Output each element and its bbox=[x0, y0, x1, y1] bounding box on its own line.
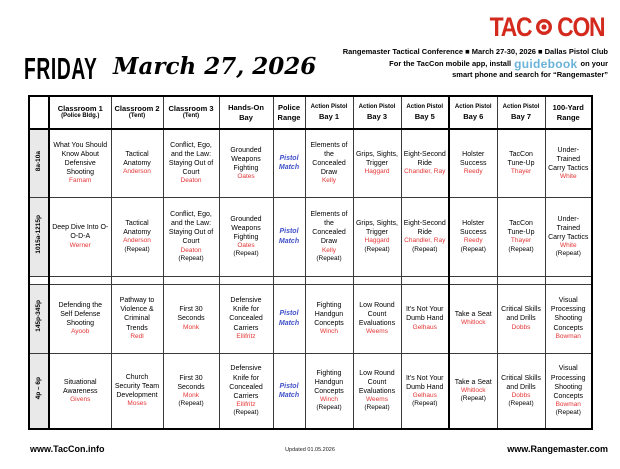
session-cell bbox=[305, 284, 353, 353]
app-line1-prefix: For the TacCon mobile app, install bbox=[389, 59, 512, 68]
session-cell bbox=[49, 353, 111, 429]
session-cell bbox=[401, 284, 449, 353]
session-title: Eight-Second Ride bbox=[403, 151, 446, 168]
time-cell bbox=[29, 284, 49, 353]
instructor-name: Oates bbox=[237, 242, 255, 250]
column-title-bottom: Bay 3 bbox=[366, 111, 387, 121]
instructor-name: Whitlock bbox=[460, 318, 486, 326]
column-title-top: Hands-On bbox=[228, 103, 264, 113]
column-title-bottom: (Tent) bbox=[128, 113, 146, 120]
column-header-5 bbox=[273, 96, 305, 129]
instructor-name: Thayer bbox=[510, 237, 532, 245]
column-title-bottom: Bay 5 bbox=[414, 111, 435, 121]
session-cell bbox=[497, 197, 545, 276]
session-cell bbox=[545, 353, 592, 429]
column-title-top: Action Pistol bbox=[310, 104, 348, 111]
spacer-cell bbox=[273, 276, 305, 284]
column-header-8 bbox=[401, 96, 449, 129]
session-title: Tactical Anatomy bbox=[123, 220, 151, 237]
column-title-top: Classroom 3 bbox=[168, 104, 214, 114]
column-title-bottom: Range bbox=[277, 112, 301, 122]
repeat-label: (Repeat) bbox=[233, 408, 259, 416]
instructor-name: Haggard bbox=[364, 237, 390, 245]
column-title-top: 100-Yard bbox=[552, 103, 584, 113]
session-title: Situational Awareness bbox=[62, 378, 98, 395]
session-cell bbox=[305, 353, 353, 429]
app-line1-suffix: on your bbox=[580, 59, 608, 68]
session-title: Deep Dive Into O-O-D-A bbox=[52, 224, 109, 241]
repeat-label: (Repeat) bbox=[412, 399, 438, 407]
column-header-10 bbox=[497, 96, 545, 129]
repeat-label: (Repeat) bbox=[178, 399, 204, 407]
spacer-time-cell bbox=[29, 276, 49, 284]
session-title: Holster Success bbox=[460, 220, 487, 237]
taccon-logo bbox=[486, 13, 609, 41]
footer bbox=[0, 444, 620, 460]
session-cell bbox=[401, 129, 449, 197]
corner-cell bbox=[29, 96, 49, 129]
instructor-name: Farnam bbox=[69, 177, 92, 185]
taccon-link[interactable]: www.TacCon.info bbox=[30, 444, 105, 454]
session-title: Grounded Weapons Fighting bbox=[230, 215, 262, 241]
session-cell bbox=[353, 284, 401, 353]
session-title: Conflict, Ego, and the Law: Staying Out of Court bbox=[168, 211, 214, 246]
session-cell bbox=[163, 353, 219, 429]
repeat-label: (Repeat) bbox=[508, 245, 534, 253]
column-title-bottom: Bay 1 bbox=[318, 111, 339, 121]
match-label: Pistol Match bbox=[278, 155, 300, 172]
time-label: 1015a-1215p bbox=[34, 214, 42, 254]
session-cell bbox=[497, 353, 545, 429]
scope-target-icon bbox=[536, 19, 552, 35]
session-title: Fighting Handgun Concepts bbox=[314, 369, 344, 396]
session-cell bbox=[497, 129, 545, 197]
time-cell bbox=[29, 353, 49, 429]
column-title-bottom: Range bbox=[556, 112, 580, 122]
column-header-11 bbox=[545, 96, 592, 129]
column-header-3 bbox=[163, 96, 219, 129]
repeat-label: (Repeat) bbox=[508, 399, 534, 407]
session-cell bbox=[545, 284, 592, 353]
column-header-7 bbox=[353, 96, 401, 129]
pistol-match-cell bbox=[273, 197, 305, 276]
session-cell bbox=[401, 197, 449, 276]
instructor-name: Redl bbox=[130, 332, 144, 340]
session-cell bbox=[449, 197, 497, 276]
column-title-bottom: (Tent) bbox=[182, 113, 200, 120]
instructor-name: Bowman bbox=[555, 400, 581, 408]
instructor-name: Givens bbox=[70, 395, 91, 403]
spacer-cell bbox=[545, 276, 592, 284]
session-title: First 30 Seconds bbox=[177, 306, 205, 323]
instructor-name: Weems bbox=[366, 328, 388, 336]
session-title: Grounded Weapons Fighting bbox=[230, 146, 262, 172]
column-title-bottom: (Police Bldg.) bbox=[61, 113, 100, 120]
session-title: Critical Skills and Drills bbox=[501, 306, 541, 323]
time-cell bbox=[29, 197, 49, 276]
session-title: Under-Trained Carry Tactics bbox=[548, 215, 589, 241]
spacer-cell bbox=[49, 276, 111, 284]
instructor-name: Ellifritz bbox=[236, 332, 256, 340]
day-title: FRIDAY bbox=[24, 51, 98, 86]
column-header-2 bbox=[111, 96, 163, 129]
instructor-name: Anderson bbox=[123, 168, 151, 176]
spacer-cell bbox=[353, 276, 401, 284]
instructor-name: Gelhaus bbox=[412, 391, 437, 399]
session-cell bbox=[305, 197, 353, 276]
session-title: First 30 Seconds bbox=[177, 374, 205, 391]
column-title-bottom: Bay 7 bbox=[510, 111, 531, 121]
match-label: Pistol Match bbox=[278, 228, 300, 245]
instructor-name: Reedy bbox=[463, 168, 483, 176]
session-title: Elements of the Concealed Draw bbox=[310, 142, 348, 177]
session-cell bbox=[49, 197, 111, 276]
spacer-cell bbox=[497, 276, 545, 284]
repeat-label: (Repeat) bbox=[555, 408, 581, 416]
instructor-name: Winch bbox=[319, 396, 339, 404]
session-cell bbox=[353, 197, 401, 276]
session-cell bbox=[49, 284, 111, 353]
instructor-name: White bbox=[559, 242, 577, 250]
column-title-top: Classroom 1 bbox=[57, 104, 103, 114]
session-cell bbox=[219, 353, 273, 429]
instructor-name: Bowman bbox=[555, 332, 581, 340]
session-title: Take a Seat bbox=[454, 310, 492, 318]
instructor-name: Werner bbox=[69, 241, 91, 249]
column-title-top: Action Pistol bbox=[454, 104, 492, 111]
session-cell bbox=[353, 353, 401, 429]
instructor-name: Monk bbox=[183, 323, 199, 331]
repeat-label: (Repeat) bbox=[178, 254, 204, 262]
instructor-name: Ayoob bbox=[71, 328, 90, 336]
session-title: Eight-Second Ride bbox=[403, 220, 446, 237]
spacer-cell bbox=[401, 276, 449, 284]
repeat-label: (Repeat) bbox=[460, 245, 486, 253]
session-cell bbox=[111, 129, 163, 197]
session-title: Grips, Sights, Trigger bbox=[355, 151, 398, 168]
session-cell bbox=[49, 129, 111, 197]
logo-tac-text: TAC bbox=[489, 11, 531, 42]
repeat-label: (Repeat) bbox=[233, 250, 259, 258]
column-header-1 bbox=[49, 96, 111, 129]
session-cell bbox=[219, 129, 273, 197]
instructor-name: Kelly bbox=[321, 177, 337, 185]
session-title: Under-Trained Carry Tactics bbox=[548, 146, 589, 172]
column-header-9 bbox=[449, 96, 497, 129]
session-title: Visual Processing Shooting Concepts bbox=[550, 365, 586, 400]
session-cell bbox=[219, 284, 273, 353]
session-cell bbox=[497, 284, 545, 353]
column-title-bottom: Bay 6 bbox=[463, 111, 484, 121]
instructor-name: Chandler, Ray bbox=[404, 237, 446, 245]
repeat-label: (Repeat) bbox=[364, 404, 390, 412]
repeat-label: (Repeat) bbox=[316, 254, 342, 262]
session-cell bbox=[163, 284, 219, 353]
column-title-top: Police bbox=[277, 103, 301, 113]
session-cell bbox=[305, 129, 353, 197]
conference-tagline: Rangemaster Tactical Conference ■ March 27-30, 2026 ■ Dallas Pistol Club bbox=[342, 47, 608, 56]
spacer-cell bbox=[163, 276, 219, 284]
instructor-name: Dobbs bbox=[511, 323, 531, 331]
spacer-cell bbox=[449, 276, 497, 284]
session-title: Defensive Knife for Concealed Carriers bbox=[229, 365, 263, 400]
session-title: Grips, Sights, Trigger bbox=[355, 220, 398, 237]
time-cell bbox=[29, 129, 49, 197]
app-instruction-line2: smart phone and search for “Rangemaster” bbox=[452, 70, 608, 79]
session-cell bbox=[353, 129, 401, 197]
guidebook-wordmark: guidebook bbox=[514, 56, 578, 71]
spacer-cell bbox=[111, 276, 163, 284]
session-title: Low Round Count Evaluations bbox=[358, 301, 396, 327]
logo-con-text: CON bbox=[556, 11, 604, 42]
session-cell bbox=[449, 353, 497, 429]
session-title: TacCon Tune-Up bbox=[507, 151, 535, 168]
schedule-table bbox=[28, 95, 593, 430]
pistol-match-cell bbox=[273, 284, 305, 353]
session-title: Conflict, Ego, and the Law: Staying Out of Court bbox=[168, 142, 214, 177]
repeat-label: (Repeat) bbox=[316, 404, 342, 412]
column-title-top: Action Pistol bbox=[358, 104, 396, 111]
rangemaster-link[interactable]: www.Rangemaster.com bbox=[507, 444, 608, 454]
session-cell bbox=[111, 284, 163, 353]
match-label: Pistol Match bbox=[278, 310, 300, 327]
session-cell bbox=[111, 353, 163, 429]
session-title: Critical Skills and Drills bbox=[501, 374, 541, 391]
instructor-name: Gelhaus bbox=[412, 323, 437, 331]
session-title: Elements of the Concealed Draw bbox=[310, 211, 348, 246]
instructor-name: Anderson bbox=[123, 237, 151, 245]
repeat-label: (Repeat) bbox=[124, 245, 150, 253]
instructor-name: Oates bbox=[237, 172, 255, 180]
session-cell bbox=[449, 129, 497, 197]
updated-label: Updated 01.05.2026 bbox=[285, 447, 335, 453]
column-title-top: Action Pistol bbox=[406, 104, 444, 111]
match-label: Pistol Match bbox=[278, 382, 300, 399]
date-title: March 27, 2026 bbox=[113, 53, 317, 80]
instructor-name: Reedy bbox=[463, 237, 483, 245]
instructor-name: Chandler, Ray bbox=[404, 168, 446, 176]
app-instruction-line1 bbox=[389, 57, 608, 70]
session-cell bbox=[111, 197, 163, 276]
instructor-name: Kelly bbox=[321, 246, 337, 254]
repeat-label: (Repeat) bbox=[364, 245, 390, 253]
session-cell bbox=[545, 197, 592, 276]
repeat-label: (Repeat) bbox=[460, 395, 486, 403]
session-title: What You Should Know About Defensive Shooting bbox=[53, 142, 108, 177]
instructor-name: Weems bbox=[366, 396, 388, 404]
session-title: It's Not Your Dumb Hand bbox=[405, 374, 444, 391]
session-cell bbox=[219, 197, 273, 276]
session-title: Take a Seat bbox=[454, 379, 492, 387]
instructor-name: White bbox=[559, 172, 577, 180]
instructor-name: Ellifritz bbox=[236, 400, 256, 408]
instructor-name: Moses bbox=[127, 400, 147, 408]
time-label: 4p – 6p bbox=[34, 377, 42, 400]
session-cell bbox=[163, 197, 219, 276]
instructor-name: Winch bbox=[319, 328, 339, 336]
column-header-6 bbox=[305, 96, 353, 129]
session-title: Defensive Knife for Concealed Carriers bbox=[229, 297, 263, 332]
session-cell bbox=[449, 284, 497, 353]
time-label: 145p-345p bbox=[34, 300, 42, 332]
column-title-top: Classroom 2 bbox=[114, 104, 160, 114]
session-title: Low Round Count Evaluations bbox=[358, 369, 396, 396]
session-title: Tactical Anatomy bbox=[123, 151, 151, 168]
spacer-cell bbox=[219, 276, 273, 284]
session-title: It's Not Your Dumb Hand bbox=[405, 306, 444, 323]
pistol-match-cell bbox=[273, 353, 305, 429]
session-title: Pathway to Violence & Criminal Trends bbox=[119, 297, 155, 332]
pistol-match-cell bbox=[273, 129, 305, 197]
instructor-name: Deaton bbox=[180, 246, 202, 254]
time-label: 8a-10a bbox=[34, 150, 42, 171]
session-cell bbox=[401, 353, 449, 429]
instructor-name: Thayer bbox=[510, 168, 532, 176]
column-title-top: Action Pistol bbox=[502, 104, 540, 111]
session-title: Church Security Team Development bbox=[114, 374, 160, 400]
session-title: Defending the Self Defense Shooting bbox=[58, 301, 103, 327]
session-cell bbox=[545, 129, 592, 197]
instructor-name: Whitlock bbox=[460, 387, 486, 395]
repeat-label: (Repeat) bbox=[555, 250, 581, 258]
instructor-name: Dobbs bbox=[511, 391, 531, 399]
instructor-name: Monk bbox=[183, 391, 199, 399]
session-title: Visual Processing Shooting Concepts bbox=[550, 297, 586, 332]
column-title-bottom: Bay bbox=[239, 112, 253, 122]
session-title: Fighting Handgun Concepts bbox=[314, 301, 344, 327]
session-title: TacCon Tune-Up bbox=[507, 220, 535, 237]
session-title: Holster Success bbox=[460, 151, 487, 168]
session-cell bbox=[163, 129, 219, 197]
column-header-4 bbox=[219, 96, 273, 129]
repeat-label: (Repeat) bbox=[412, 245, 438, 253]
instructor-name: Deaton bbox=[180, 177, 202, 185]
instructor-name: Haggard bbox=[364, 168, 390, 176]
spacer-cell bbox=[305, 276, 353, 284]
